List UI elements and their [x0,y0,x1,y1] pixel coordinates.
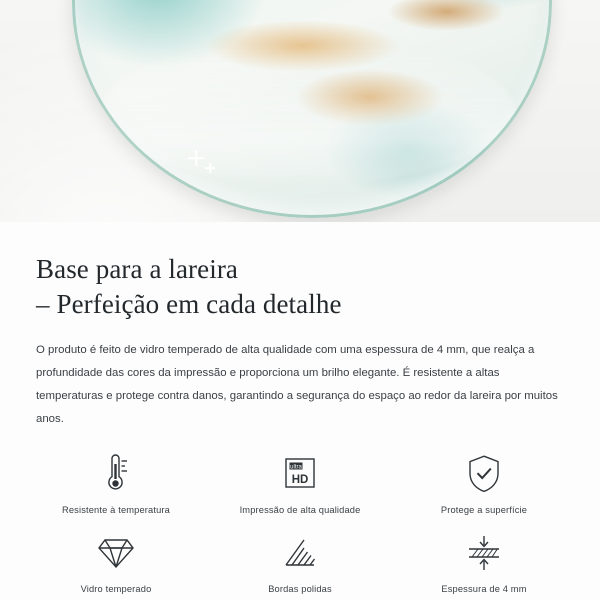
feature-grid [0,452,600,594]
diamond-icon [95,531,137,575]
headline-line-1: Base para a lareira [36,254,239,284]
thermometer-icon [99,452,133,496]
feature-label: Impressão de alta qualidade [239,505,361,516]
headline-line-2: – Perfeição em cada detalhe [36,288,342,319]
feature-item-thickness [392,531,576,594]
feature-label: Protege a superfície [440,505,528,516]
feature-label: Espessura de 4 mm [441,584,527,595]
feature-item-temperature [24,452,208,515]
thickness-4mm-icon [463,531,505,575]
feature-label: Bordas polidas [268,584,332,595]
polished-edges-icon [280,531,320,575]
feature-item-polished-edges [208,531,392,594]
ultra-hd-icon [280,452,320,496]
page-title [36,252,564,321]
svg-text:HD: HD [291,474,309,487]
shield-check-icon [466,452,502,496]
feature-label: Resistente à temperatura [62,505,170,516]
feature-item-surface-protection [392,452,576,515]
hero-image [0,0,600,222]
content-block [0,222,600,430]
svg-text:ultra: ultra [290,464,302,471]
description-paragraph: O produto é feito de vidro temperado de alta qualidade com uma espessura de 4 mm, que realça a profundidade das cores da impressão e proporciona um brilho elegante. É resistente a altas temperaturas e protege contra danos, garantindo a segurança do espaço ao redor da lareira por muitos anos. [36,344,558,425]
feature-item-tempered-glass [24,531,208,594]
feature-item-print-quality [208,452,392,515]
feature-label: Vidro temperado [80,584,152,595]
